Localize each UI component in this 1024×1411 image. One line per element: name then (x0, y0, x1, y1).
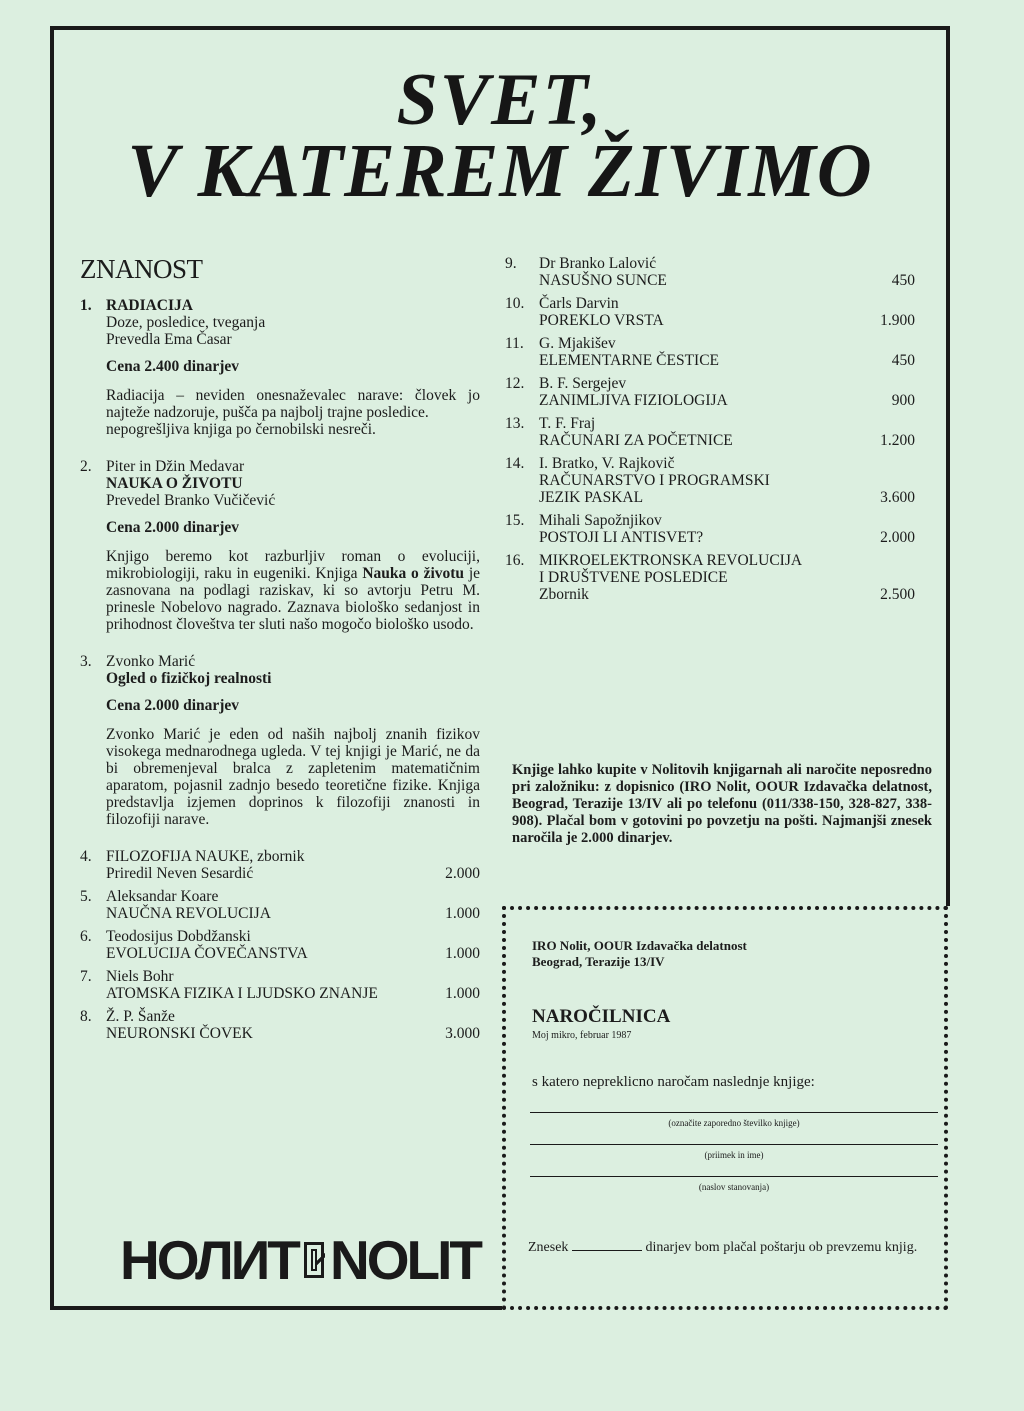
address-caption: (naslov stanovanja) (698, 1182, 770, 1192)
address-line-2: Beograd, Terazije 13/IV (532, 954, 665, 969)
book-price: 900 (891, 392, 915, 409)
book-line-1: Dr Branko Lalović (539, 255, 657, 272)
book-line-1: B. F. Sergejev (539, 375, 627, 392)
book-entry-13 (505, 415, 915, 449)
entry-number: 4. (80, 848, 92, 865)
book-numbers-field[interactable] (530, 1112, 938, 1113)
amount-field[interactable] (572, 1250, 642, 1251)
book-entry-4 (80, 848, 480, 882)
book-title: Ogled o fizičkoj realnosti (106, 670, 272, 687)
book-description: Zvonko Marić je eden od naših najbolj znanih fizikov visokega mednarodnega ugleda. V tej knjigi je Marić, ne da bi obremenjeval bralca z zapletenim matematičnim aparatom, pojasnil zadnjo besedo teoretične fizike. Knjiga predstavlja izjemen doprinos k filozofiji znanosti in filozofiji narave. (106, 726, 480, 828)
entry-number: 2. (80, 458, 92, 475)
book-line-2: ZANIMLJIVA FIZIOLOGIJA (539, 392, 728, 409)
book-line-3: JEZIK PASKAL (539, 489, 644, 506)
book-description-note: nepogrešljiva knjiga po černobilski nesreči. (106, 421, 376, 438)
book-description (106, 548, 480, 633)
book-author: Piter in Džin Medavar (106, 458, 245, 475)
book-line-2: NAUČNA REVOLUCIJA (106, 905, 271, 922)
book-entry-16 (505, 552, 915, 603)
book-line-1: Aleksandar Koare (106, 888, 219, 905)
book-price: 450 (891, 272, 915, 289)
book-entry-3 (80, 653, 480, 828)
entry-number: 6. (80, 928, 92, 945)
book-price: Cena 2.000 dinarjev (106, 519, 240, 536)
order-form-title: NAROČILNICA (532, 1006, 671, 1027)
logo-cyrillic: НОЛИТ (120, 1229, 298, 1291)
purchase-info: Knjige lahko kupite v Nolitovih knjigarnah ali naročite neposredno pri založniku: z dopisnico (IRO Nolit, OOUR Izdavačka delatnost, Beograd, Terazije 13/IV ali po telefonu (011/338-150, 328-827, 338-908). Plačal bom v gotovini po povzetju na pošti. Najmanjši znesek naročila je 2.000 dinarjev. (512, 762, 932, 846)
entry-number: 1. (80, 297, 92, 314)
book-title: NAUKA O ŽIVOTU (106, 475, 243, 492)
book-line-2: Priredil Neven Sesardić (106, 865, 254, 882)
book-entry-14 (505, 455, 915, 506)
page-title-line-2: V KATEREM ŽIVIMO (127, 129, 873, 213)
order-form-intro: s katero nepreklicno naročam naslednje knjige: (532, 1074, 815, 1090)
book-line-2: NEURONSKI ČOVEK (106, 1025, 253, 1042)
book-price: 3.000 (445, 1025, 480, 1042)
book-entry-6 (80, 928, 480, 962)
section-title: ZNANOST (80, 254, 203, 284)
book-line-2: RAČUNARSTVO I PROGRAMSKI (539, 472, 770, 489)
book-line-1: T. F. Fraj (539, 415, 596, 432)
book-translator: Prevedel Branko Vučičević (106, 492, 276, 509)
left-column (80, 255, 480, 1048)
frame-top-border (50, 26, 950, 30)
book-entry-1 (80, 297, 480, 438)
address-field[interactable] (530, 1176, 938, 1177)
book-line-1: FILOZOFIJA NAUKE, zbornik (106, 848, 305, 865)
book-line-2: ELEMENTARNE ČESTICE (539, 352, 720, 369)
book-line-2: POSTOJI LI ANTISVET? (539, 529, 704, 546)
page-title-line-1: SVET, (396, 59, 604, 141)
entry-number: 10. (505, 295, 525, 312)
book-price: 2.000 (445, 865, 480, 882)
book-entry-10 (505, 295, 915, 329)
book-line-2: ATOMSKA FIZIKA I LJUDSKO ZNANJE (106, 985, 378, 1002)
book-line-2: EVOLUCIJA ČOVEČANSTVA (106, 945, 308, 962)
entry-number: 14. (505, 455, 525, 472)
total-text: dinarjev bom plačal poštarju ob prevzemu knjig. (645, 1240, 918, 1255)
book-line-1: Niels Bohr (106, 968, 174, 985)
book-line-1: Ž. P. Šanže (106, 1008, 175, 1025)
entry-number: 16. (505, 552, 525, 569)
book-line-1: MIKROELEKTRONSKA REVOLUCIJA (539, 552, 803, 569)
book-entry-9 (505, 255, 915, 289)
description-book-name: Nauka o životu (362, 565, 465, 582)
book-author: Zvonko Marić (106, 653, 196, 670)
right-column (505, 255, 915, 609)
entry-number: 12. (505, 375, 525, 392)
book-line-1: I. Bratko, V. Rajkovič (539, 455, 675, 472)
frame-right-border (946, 26, 950, 906)
description-text: je zasnovana na podlagi raziskav, ki so avtorju Petru M. prinesle Nobelovo nagrado. Zaznava biološko sedanjost in prihodnost človeštva ter sluti našo mogočo biološko usodo. (106, 565, 481, 633)
book-price: 2.000 (880, 529, 915, 546)
nolit-mark-icon (304, 1242, 324, 1278)
book-line-1: Čarls Darvin (539, 295, 619, 312)
book-line-2: I DRUŠTVENE POSLEDICE (539, 569, 728, 586)
order-total (528, 1240, 938, 1256)
address-line-1: IRO Nolit, OOUR Izdavačka delatnost (532, 938, 747, 953)
book-description: Radiacija – neviden onesnaževalec narave: človek jo najteže nadzoruje, pušča pa najbolj trajne posledice. (106, 387, 480, 421)
book-entry-12 (505, 375, 915, 409)
entry-number: 13. (505, 415, 525, 432)
book-line-2: NASUŠNO SUNCE (539, 272, 667, 289)
entry-number: 7. (80, 968, 92, 985)
publisher-address (532, 938, 747, 970)
book-price: Cena 2.400 dinarjev (106, 358, 240, 375)
book-translator: Prevedla Ema Časar (106, 331, 232, 348)
book-price: 1.000 (445, 945, 480, 962)
book-subtitle: Doze, posledice, tveganja (106, 314, 266, 331)
book-entry-2 (80, 458, 480, 633)
frame-bottom-border (50, 1306, 502, 1310)
entry-number: 15. (505, 512, 525, 529)
book-line-1: Teodosijus Dobdžanski (106, 928, 251, 945)
book-price: 1.000 (445, 985, 480, 1002)
entry-number: 11. (505, 335, 524, 352)
frame-left-border (50, 26, 54, 1310)
book-line-3: Zbornik (539, 586, 589, 603)
book-price: Cena 2.000 dinarjev (106, 697, 240, 714)
order-form (502, 906, 948, 1310)
book-price: 3.600 (880, 489, 915, 506)
book-entry-8 (80, 1008, 480, 1042)
name-caption: (priimek in ime) (704, 1150, 764, 1160)
book-numbers-caption: (označite zaporedno številko knjige) (668, 1118, 800, 1128)
description-text: Knjigo beremo kot razburljiv roman o evoluciji, mikrobiologiji, raku in eugeniki. Knjiga (106, 548, 480, 582)
book-price: 1.900 (880, 312, 915, 329)
book-price: 2.500 (880, 586, 915, 603)
entry-number: 5. (80, 888, 92, 905)
book-list-left (80, 848, 480, 1042)
order-form-subtitle: Moj mikro, februar 1987 (532, 1030, 632, 1041)
book-line-1: G. Mjakišev (539, 335, 616, 352)
book-line-2: POREKLO VRSTA (539, 312, 664, 329)
book-price: 1.200 (880, 432, 915, 449)
book-entry-15 (505, 512, 915, 546)
book-price: 1.000 (445, 905, 480, 922)
nolit-logo (120, 1229, 480, 1291)
book-entry-7 (80, 968, 480, 1002)
book-title: RADIACIJA (106, 297, 193, 314)
logo-latin: NOLIT (330, 1229, 480, 1291)
book-entry-5 (80, 888, 480, 922)
book-line-1: Mihali Sapožnjikov (539, 512, 662, 529)
book-line-2: RAČUNARI ZA POČETNICE (539, 432, 733, 449)
book-entry-11 (505, 335, 915, 369)
total-label: Znesek (528, 1240, 569, 1255)
entry-number: 3. (80, 653, 92, 670)
entry-number: 8. (80, 1008, 92, 1025)
name-field[interactable] (530, 1144, 938, 1145)
entry-number: 9. (505, 255, 517, 272)
book-price: 450 (891, 352, 915, 369)
